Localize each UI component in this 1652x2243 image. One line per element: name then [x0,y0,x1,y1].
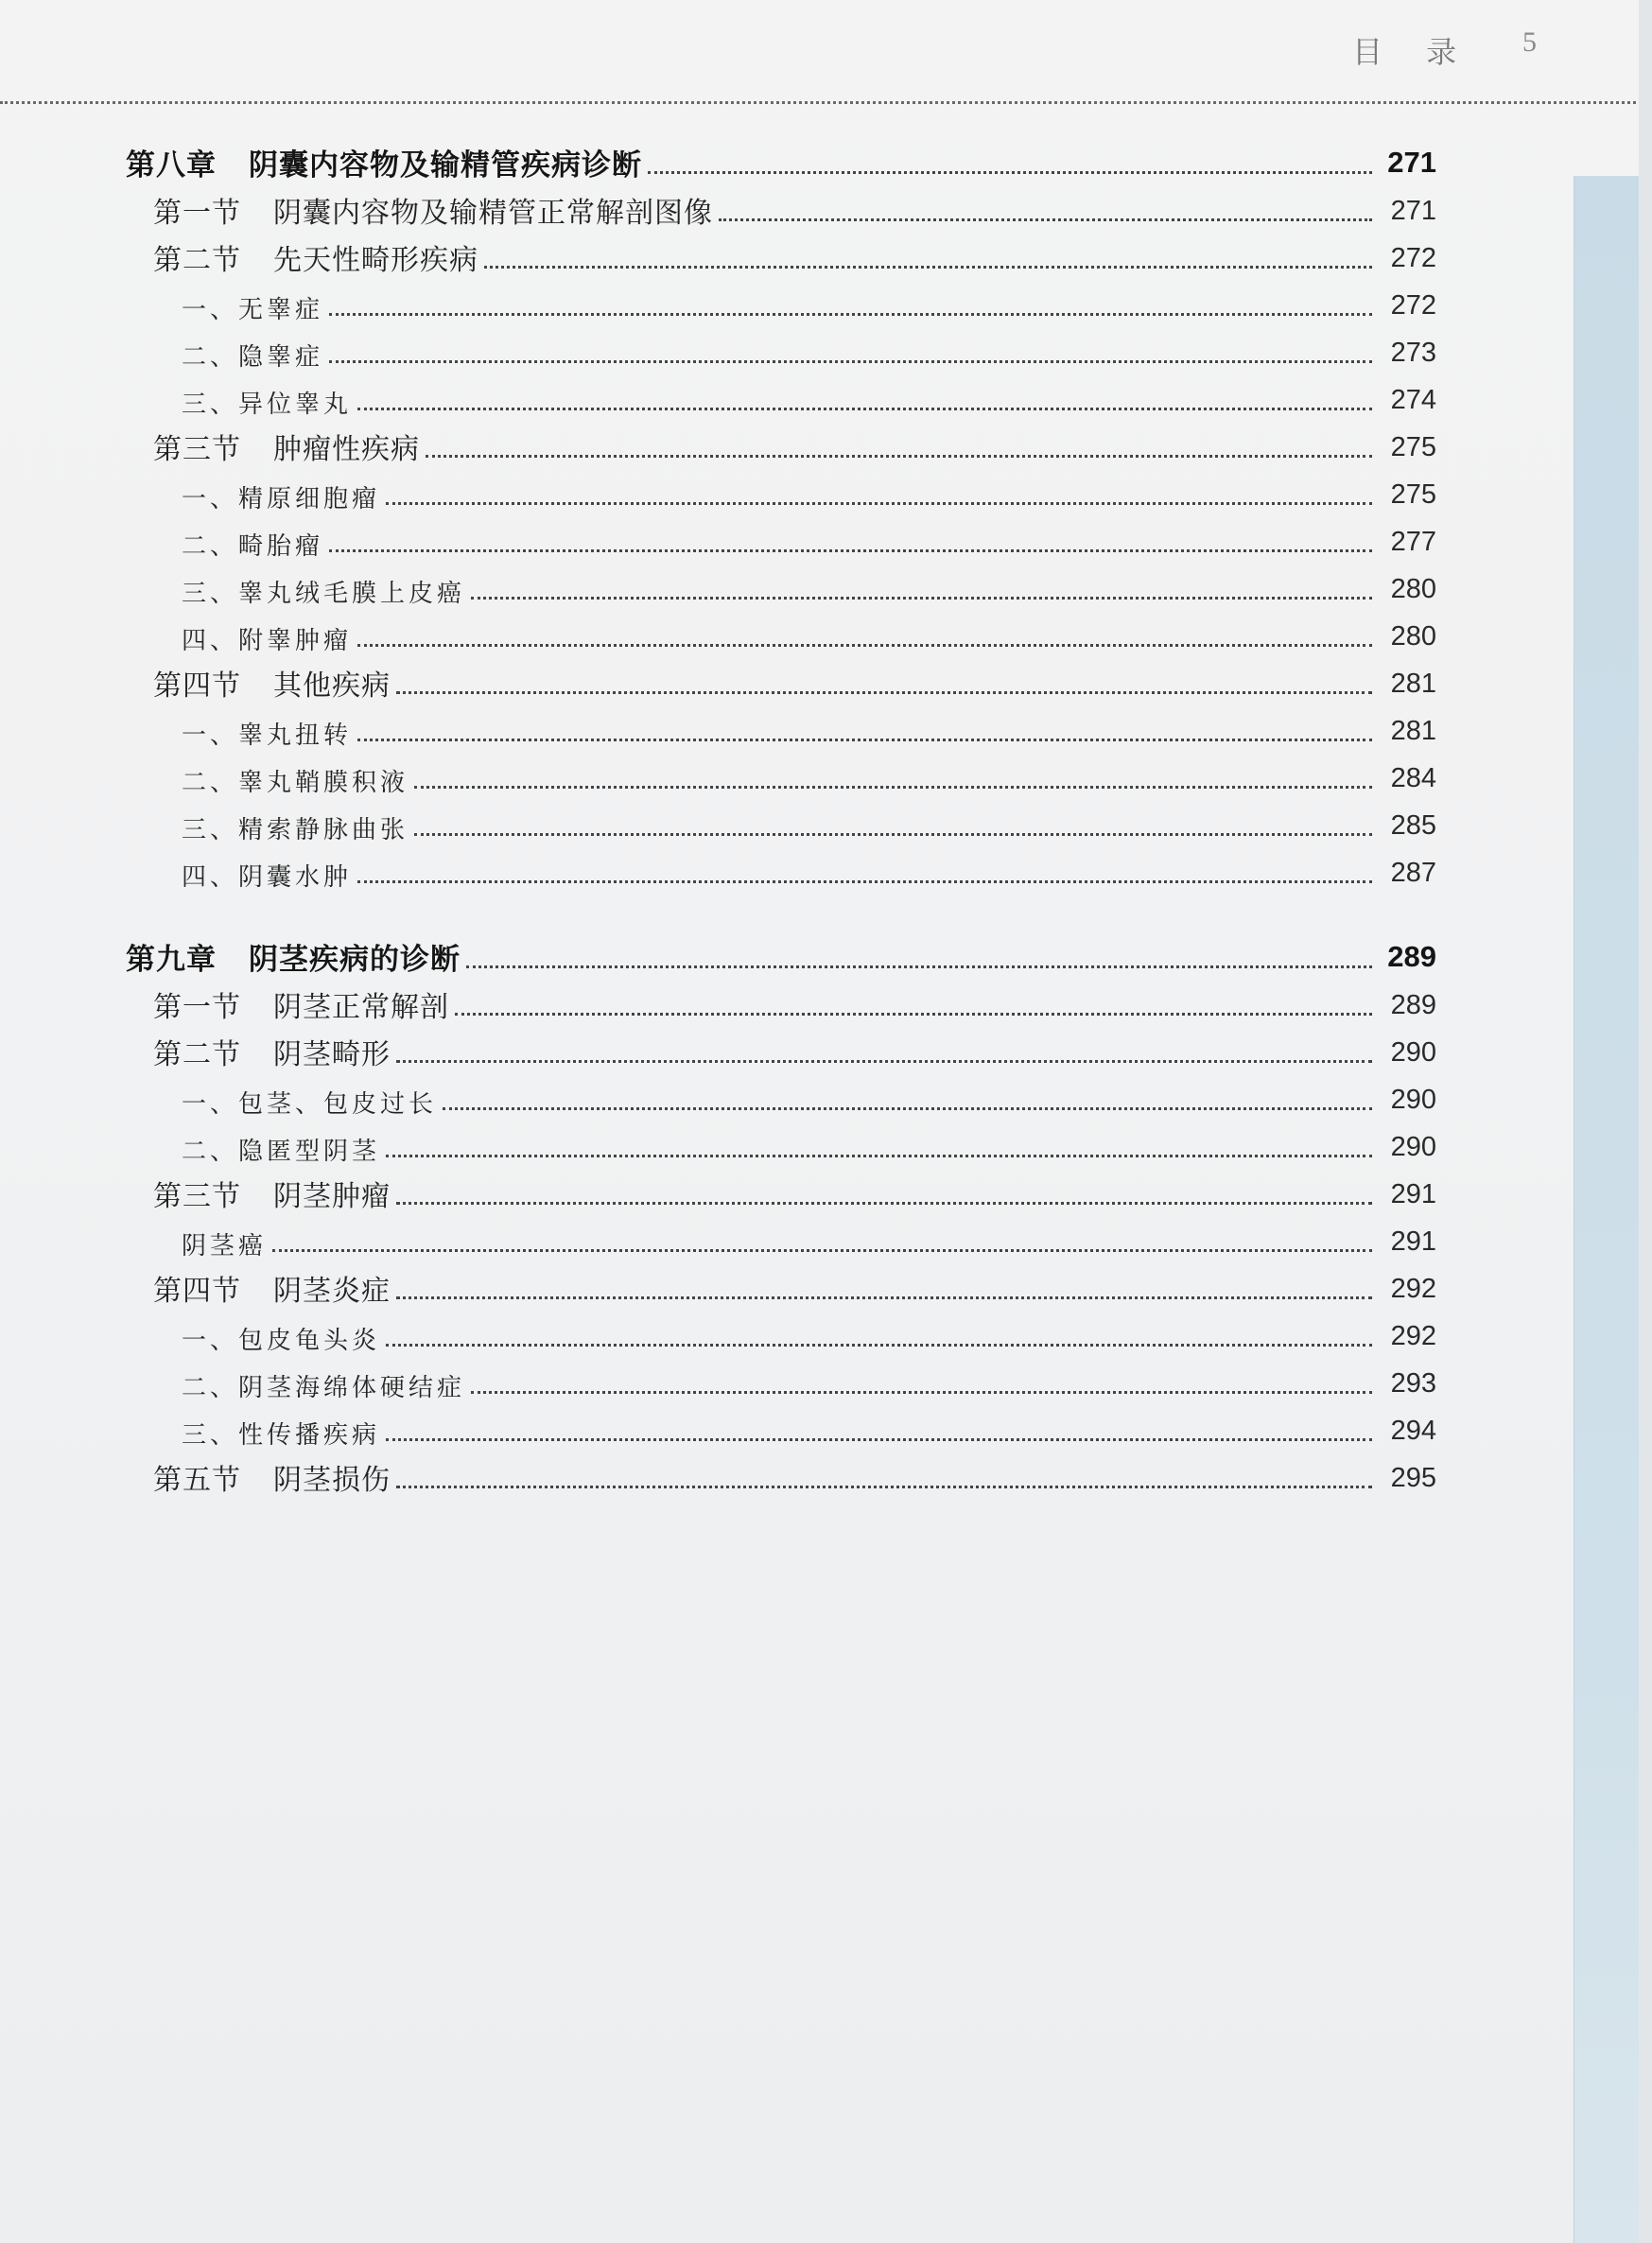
dot-leader [272,1249,1372,1252]
toc-entry-title: 阴囊内容物及输精管疾病诊断 [249,148,642,183]
toc-page-number: 273 [1390,338,1436,368]
toc-section [153,1267,1436,1309]
toc-page-number: 295 [1390,1463,1436,1493]
toc-entry-title: 异位睾丸 [238,391,353,419]
toc-entry-number: 第一节 [153,197,241,230]
toc-subsection [182,473,1436,514]
toc-page-number: 289 [1390,990,1436,1020]
dot-leader [386,1344,1372,1347]
toc-page-number: 272 [1390,290,1436,321]
toc-entry-number: 四、 [182,863,239,892]
toc-entry-title: 先天性畸形疾病 [273,244,478,277]
toc-entry-label [182,1132,380,1167]
toc-subsection [182,520,1436,562]
toc-page-number: 290 [1390,1037,1436,1068]
dot-leader [455,1013,1372,1016]
toc-entry-number: 一、 [182,296,239,324]
dot-leader [386,1155,1372,1157]
dot-leader [329,360,1372,363]
toc-entry-number: 三、 [182,580,239,608]
toc-entry-number: 第五节 [153,1464,241,1497]
toc-page-number: 291 [1390,1226,1436,1257]
toc-entry-title: 阴茎损伤 [273,1464,391,1497]
toc-entry-number: 一、 [182,1327,239,1355]
toc-page-number: 287 [1390,858,1436,888]
toc-section [153,189,1436,231]
toc-entry-number: 一、 [182,722,239,750]
dot-leader [396,691,1372,694]
toc-entry-title: 阴囊内容物及输精管正常解剖图像 [273,197,713,230]
toc-entry-title: 精索静脉曲张 [238,816,409,844]
toc-subsection [182,378,1436,420]
toc-entry-number: 三、 [182,816,239,844]
toc-page-number: 277 [1390,527,1436,557]
dot-leader [484,266,1372,269]
toc-section [153,236,1436,278]
toc-entry-label [153,1173,391,1214]
dot-leader [386,1438,1372,1441]
toc-entry-label [182,290,323,325]
toc-entry-label [153,236,478,278]
toc-entry-number: 三、 [182,1421,239,1450]
toc-section [153,1031,1436,1072]
toc-entry-number: 第八章 [126,148,217,183]
toc-entry-number: 二、 [182,1138,239,1166]
toc-subsection [182,804,1436,845]
dot-leader [471,1391,1372,1394]
toc-entry-number: 三、 [182,391,239,419]
toc-entry-title: 阴茎癌 [182,1232,268,1261]
toc-entry-label [182,1085,437,1120]
toc-entry-number: 二、 [182,769,239,797]
toc-entry-number: 第四节 [153,1275,241,1308]
toc-entry-title: 阴茎疾病的诊断 [249,943,461,977]
toc-entry-number: 二、 [182,532,239,561]
dot-leader [357,408,1372,410]
dot-leader [357,739,1372,741]
toc-page-number: 289 [1387,940,1436,973]
dot-leader [357,880,1372,883]
toc-page-number: 281 [1390,669,1436,699]
toc-page-number: 285 [1390,810,1436,841]
toc-entry-label [153,1456,391,1498]
toc-entry-label [182,479,380,514]
toc-entry-number: 一、 [182,1090,239,1119]
toc-entry-label [182,385,352,420]
dot-leader [396,1202,1372,1205]
toc-page-number: 294 [1390,1416,1436,1446]
header-page-number: 5 [1522,26,1537,58]
toc-subsection [182,851,1436,893]
toc-entry-label [126,141,642,183]
toc-entry-title: 性传播疾病 [238,1421,381,1450]
toc-entry-number: 第二节 [153,1038,241,1071]
dot-leader [426,455,1372,458]
toc-subsection [182,1409,1436,1451]
toc-entry-title: 睾丸扭转 [238,722,353,750]
toc-entry-number: 第一节 [153,991,241,1024]
toc-entry-title: 包皮龟头炎 [238,1327,381,1355]
toc-entry-number: 二、 [182,1374,239,1402]
toc-entry-label [182,574,465,609]
toc-entry-label [126,935,461,978]
toc-entry-title: 隐睾症 [238,343,324,372]
toc-page-number: 290 [1390,1085,1436,1115]
toc-page-number: 290 [1390,1132,1436,1162]
toc-entry-label [153,1031,391,1072]
dot-leader [443,1107,1372,1110]
dot-leader [719,218,1372,221]
toc-entry-title: 阴茎畸形 [273,1038,391,1071]
toc-entry-label [182,1321,380,1356]
toc-page-number: 280 [1390,621,1436,652]
toc-entry-title: 附睾肿瘤 [238,627,353,655]
toc-entry-number: 二、 [182,343,239,372]
toc-page-number: 271 [1387,146,1436,179]
toc-entry-title: 睾丸鞘膜积液 [238,769,409,797]
toc-entry-number: 一、 [182,485,239,513]
dot-leader [329,549,1372,552]
toc-entry-label [182,1368,465,1403]
toc-page-number: 272 [1390,243,1436,273]
toc-subsection [182,1362,1436,1403]
toc-page-number: 293 [1390,1368,1436,1399]
dot-leader [471,597,1372,600]
toc-subsection [182,1125,1436,1167]
dot-leader [648,171,1372,174]
toc-entry-label [182,338,323,373]
toc-entry-label [182,716,352,751]
toc-entry-title: 阴茎炎症 [273,1275,391,1308]
toc-entry-title: 阴茎正常解剖 [273,991,449,1024]
toc-entry-title: 阴囊水肿 [238,863,353,892]
toc-subsection [182,1078,1436,1120]
dot-leader [357,644,1372,647]
dot-leader [396,1060,1372,1063]
dot-leader [329,313,1372,316]
toc-page-number: 275 [1390,479,1436,510]
toc-page-number: 281 [1390,716,1436,746]
dot-leader [414,786,1372,789]
toc-page-number: 291 [1390,1179,1436,1209]
toc-entry-label [182,1226,267,1261]
toc-entry-label [182,527,323,562]
toc-page-number: 274 [1390,385,1436,415]
toc-subsection [182,756,1436,798]
toc-subsection [182,284,1436,325]
toc-subsection [182,709,1436,751]
toc-entry-label [153,1267,391,1309]
toc-page-number: 284 [1390,763,1436,793]
toc-page-number: 271 [1390,196,1436,226]
toc-chapter [126,142,1436,183]
toc-entry-label [182,810,409,845]
toc-entry-label [153,426,420,467]
toc-entry-title: 阴茎肿瘤 [273,1180,391,1213]
toc-entry-title: 精原细胞瘤 [238,485,381,513]
toc-entry-number: 四、 [182,627,239,655]
dot-leader [396,1296,1372,1299]
toc-page-number: 292 [1390,1321,1436,1351]
toc-entry-title: 睾丸绒毛膜上皮癌 [238,580,466,608]
toc-section [153,1456,1436,1498]
toc-chapter [126,936,1436,978]
toc-entry-number: 第三节 [153,433,241,466]
toc-entry-label [153,189,713,231]
toc-subsection [182,1314,1436,1356]
toc-entry-title: 隐匿型阴茎 [238,1138,381,1166]
dot-leader [414,833,1372,836]
toc-entry-label [182,1416,380,1451]
toc-entry-number: 第二节 [153,244,241,277]
header-title: 目 录 [1352,34,1474,70]
toc-entry-label [153,983,449,1025]
toc-entry-label [182,621,352,656]
toc-entry-title: 阴茎海绵体硬结症 [238,1374,466,1402]
toc-entry-title: 无睾症 [238,296,324,324]
toc-page-number: 280 [1390,574,1436,604]
toc-entry-number: 第四节 [153,669,241,703]
toc-entry-number: 第三节 [153,1180,241,1213]
toc-entry-title: 肿瘤性疾病 [273,433,420,466]
toc-entry-title: 畸胎瘤 [238,532,324,561]
toc-page-number: 275 [1390,432,1436,462]
dot-leader [396,1486,1372,1488]
toc-page-number: 292 [1390,1274,1436,1304]
toc-entry-title: 其他疾病 [273,669,391,703]
toc-entry-label [153,662,391,704]
toc-section [153,1173,1436,1214]
toc-section [153,983,1436,1025]
toc-entry-label [182,858,352,893]
toc-entry-number: 第九章 [126,943,217,977]
toc-section [153,662,1436,704]
dot-leader [466,965,1372,968]
dot-leader [386,502,1372,505]
toc-subsection [182,331,1436,373]
toc-section [153,426,1436,467]
toc-subsection [182,1220,1436,1261]
toc-subsection [182,567,1436,609]
toc-entry-title: 包茎、包皮过长 [238,1090,438,1119]
toc-subsection [182,615,1436,656]
toc-entry-label [182,763,409,798]
